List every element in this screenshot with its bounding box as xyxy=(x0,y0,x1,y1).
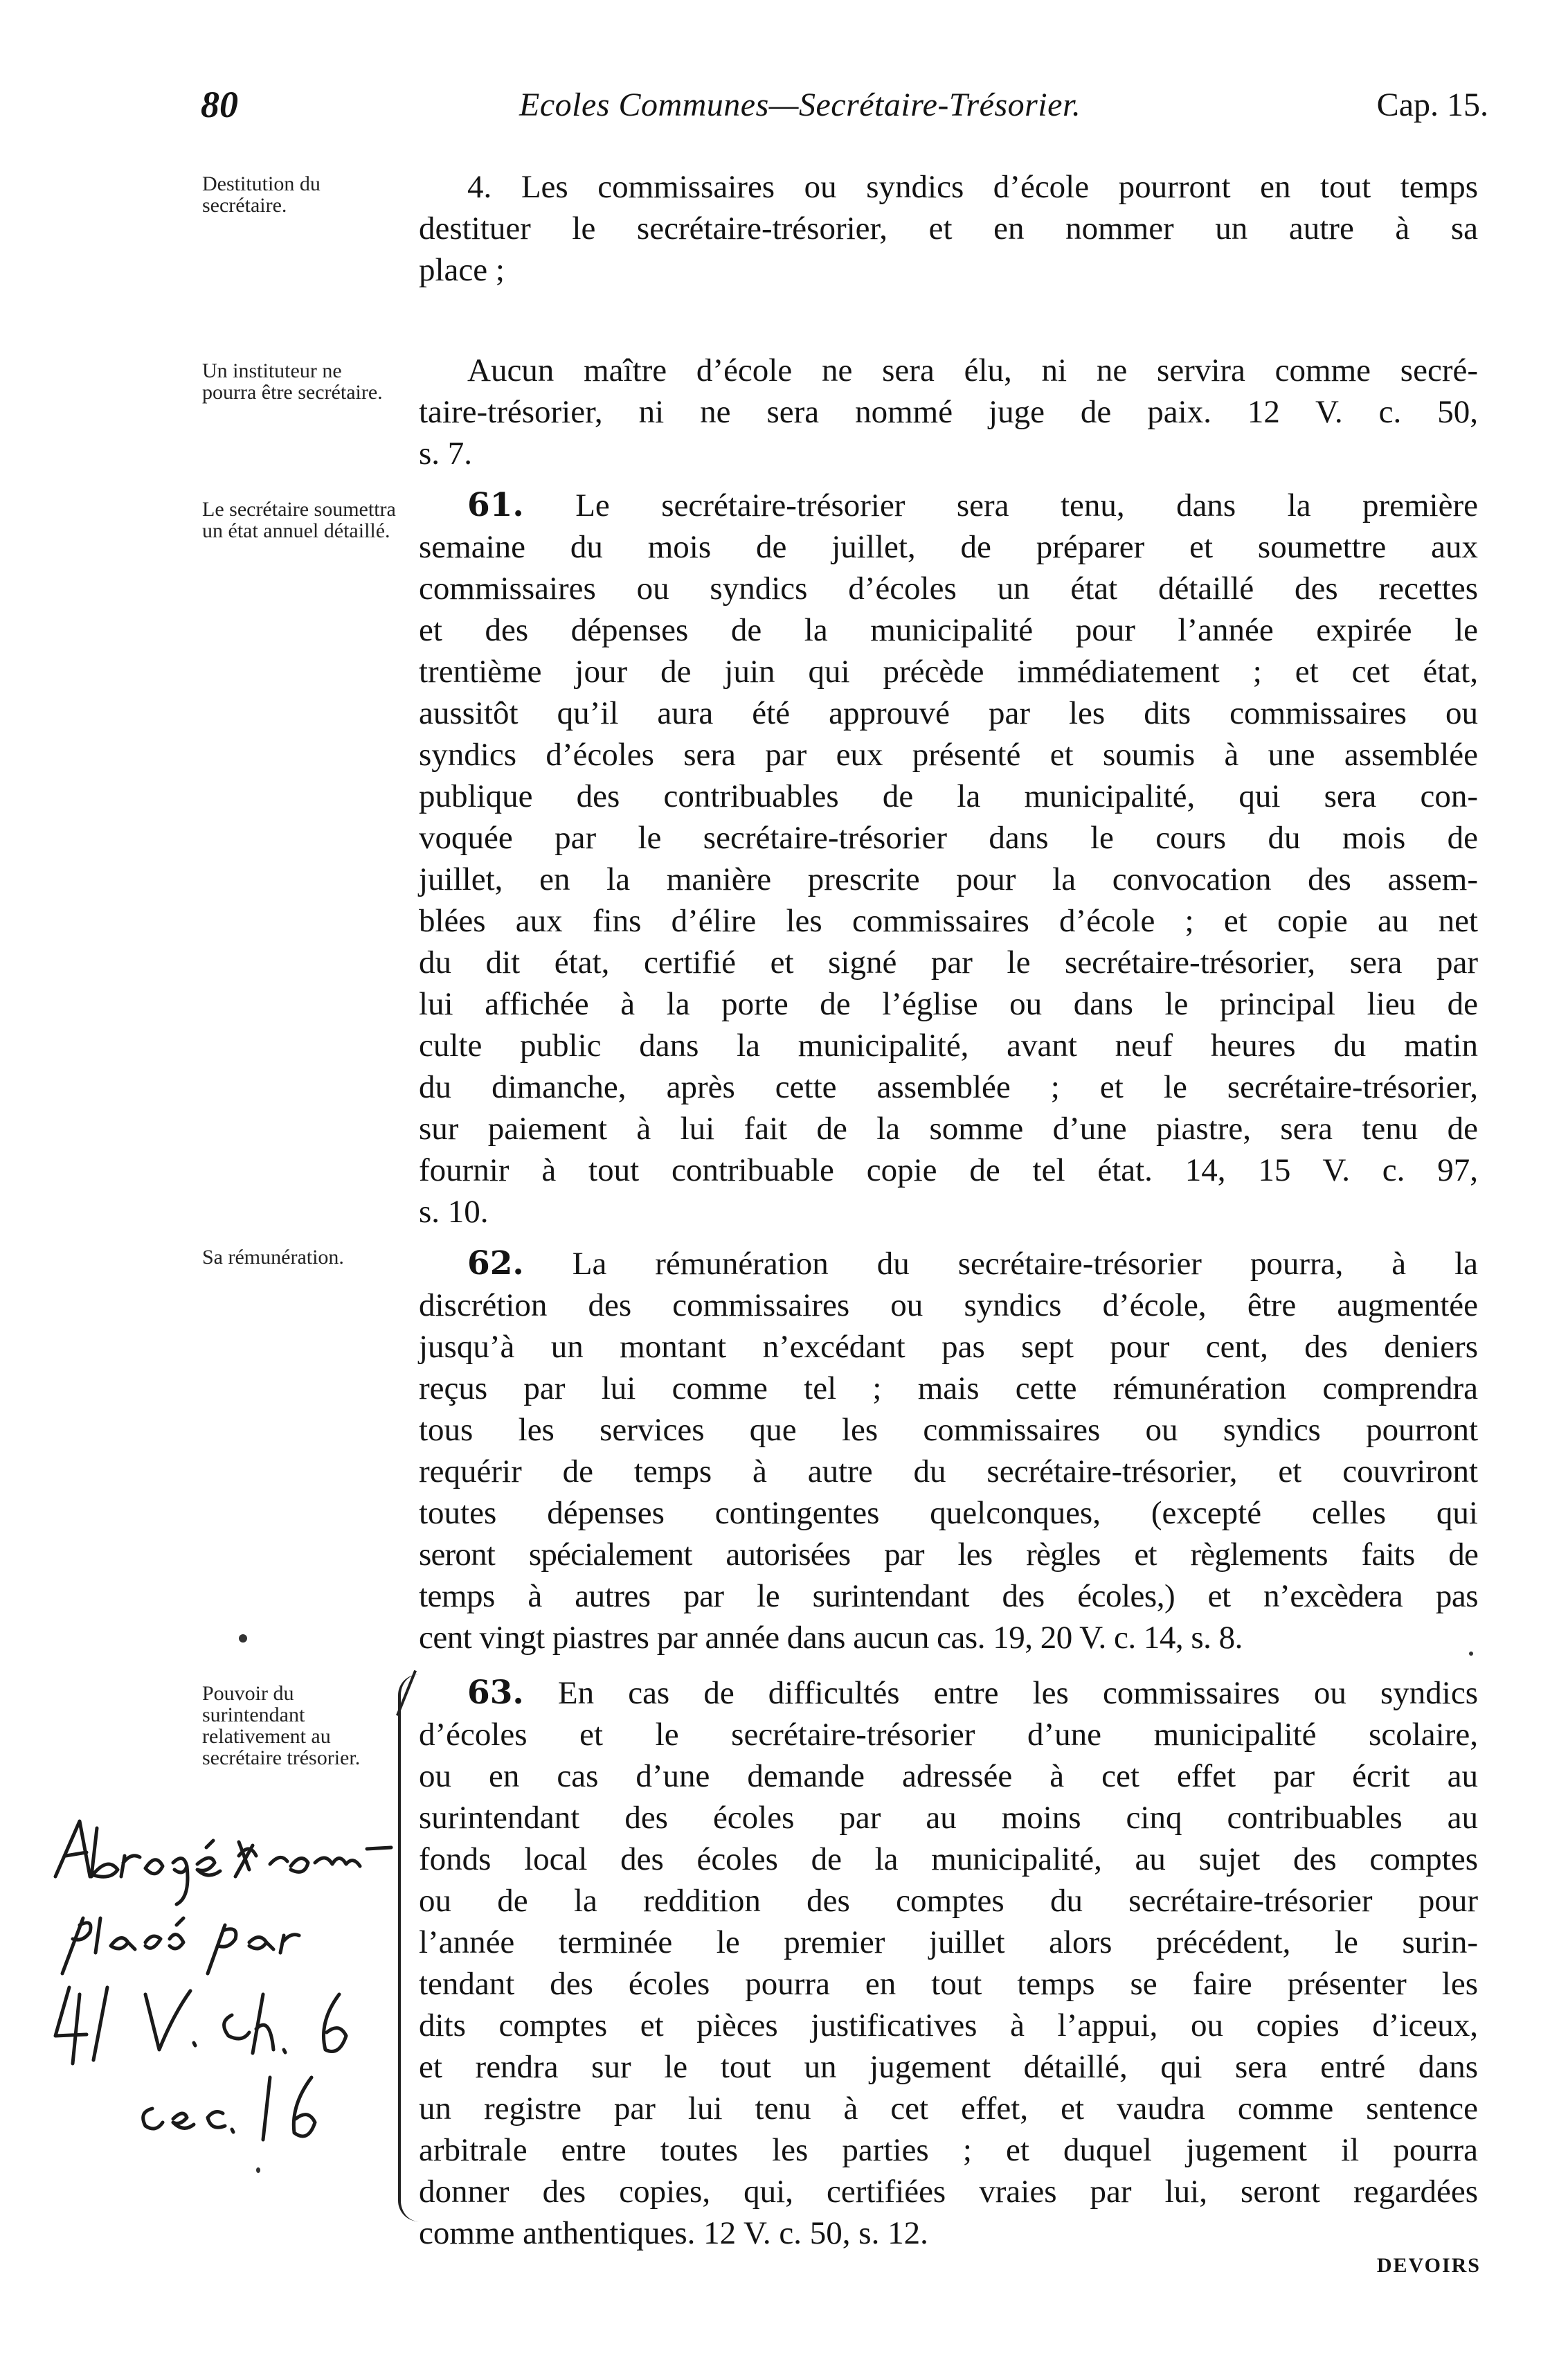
text-line: du dit état, certifié et signé par le secrétaire-trésorier, sera par xyxy=(419,945,1478,981)
print-speck xyxy=(256,2167,260,2173)
section-63 xyxy=(419,1672,1478,2254)
section-number: 63. xyxy=(467,1674,524,1712)
text-line: arbitrale entre toutes les parties ; et duquel jugement il pourra xyxy=(419,2132,1478,2168)
text-line: trentième jour de juin qui précède immédiatement ; et cet état, xyxy=(419,654,1478,690)
text-line: ou de la reddition des comptes du secrétaire-trésorier pour xyxy=(419,1883,1478,1919)
text-line: semaine du mois de juillet, de préparer et soumettre aux xyxy=(419,529,1478,565)
text-line: comme anthentiques. 12 V. c. 50, s. 12. xyxy=(419,2215,928,2251)
text-line: syndics d’écoles sera par eux présenté et soumis à une assemblée xyxy=(419,737,1478,773)
text-line: tous les services que les commissaires ou syndics pourront xyxy=(419,1412,1478,1448)
running-head xyxy=(201,83,1488,132)
text-line: jusqu’à un montant n’excédant pas sept pour cent, des deniers xyxy=(419,1329,1478,1365)
text-line xyxy=(419,485,1478,526)
text-line: toutes dépenses contingentes quelconques, (excepté celles qui xyxy=(419,1495,1478,1531)
handwritten-bracket xyxy=(398,1674,429,2221)
text-line: dits comptes et pièces justificatives à l’appui, ou copies d’iceux, xyxy=(419,2007,1478,2043)
text-line: temps à autres par le surintendant des écoles,) et n’excèdera pas xyxy=(419,1578,1478,1614)
text-line: seront spécialement autorisées par les règles et règlements faits de xyxy=(419,1537,1478,1573)
section-number: 62. xyxy=(467,1244,524,1282)
handwritten-annotation xyxy=(42,1814,402,2174)
section-4 xyxy=(419,166,1478,291)
paragraph-aucun-maitre xyxy=(419,350,1478,474)
text-line: taire-trésorier, ni ne sera nommé juge de paix. 12 V. c. 50, xyxy=(419,394,1478,430)
text-line xyxy=(419,1243,1478,1285)
text-line: requérir de temps à autre du secrétaire-trésorier, et couvriront xyxy=(419,1453,1478,1489)
text-line: publique des contribuables de la municipalité, qui sera con- xyxy=(419,778,1478,814)
text-line: et rendra sur le tout un jugement détaillé, qui sera entré dans xyxy=(419,2049,1478,2085)
text-line: aussitôt qu’il aura été approuvé par les dits commissaires ou xyxy=(419,695,1478,731)
running-title: Ecoles Communes—Secrétaire-Trésorier. xyxy=(519,87,1081,123)
text-line: discrétion des commissaires ou syndics d’école, être augmentée xyxy=(419,1287,1478,1323)
text-line: blées aux fins d’élire les commissaires d’école ; et copie au net xyxy=(419,903,1478,939)
text-line: cent vingt piastres par année dans aucun cas. 19, 20 V. c. 14, s. 8. xyxy=(419,1620,1243,1656)
text-line: surintendant des écoles par au moins cinq contribuables au xyxy=(419,1800,1478,1836)
text-fragment: Le secrétaire-trésorier sera tenu, dans la première xyxy=(523,487,1478,524)
catchword: DEVOIRS xyxy=(1376,2254,1481,2277)
print-speck xyxy=(1469,1652,1473,1656)
text-line: voquée par le secrétaire-trésorier dans le cours du mois de xyxy=(419,820,1478,856)
text-line: place ; xyxy=(419,252,505,288)
text-line: juillet, en la manière prescrite pour la convocation des assem- xyxy=(419,861,1478,897)
text-line: Aucun maître d’école ne sera élu, ni ne servira comme secré- xyxy=(467,352,1478,388)
text-line: et des dépenses de la municipalité pour l’année expirée le xyxy=(419,612,1478,648)
text-line: fournir à tout contribuable copie de tel état. 14, 15 V. c. 97, xyxy=(419,1152,1478,1188)
page-number: 80 xyxy=(201,84,238,125)
text-line: s. 7. xyxy=(419,436,473,472)
chapter-label: Cap. 15. xyxy=(1376,87,1488,123)
section-61 xyxy=(419,485,1478,1233)
print-speck xyxy=(239,1634,247,1643)
margin-note-pouvoir: Pouvoir du surintendant relativement au secrétaire trésorier. xyxy=(202,1682,361,1769)
text-line: commissaires ou syndics d’écoles un état détaillé des recettes xyxy=(419,571,1478,607)
text-line: 4. Les commissaires ou syndics d’école pourront en tout temps xyxy=(467,169,1478,205)
text-line: destituer le secrétaire-trésorier, et en nommer un autre à sa xyxy=(419,211,1478,247)
text-line xyxy=(419,1672,1478,1714)
text-line: du dimanche, après cette assemblée ; et le secrétaire-trésorier, xyxy=(419,1069,1478,1105)
text-line: sur paiement à lui fait de la somme d’une piastre, sera tenu de xyxy=(419,1111,1478,1147)
text-line: donner des copies, qui, certifiées vraies par lui, seront regardées xyxy=(419,2174,1478,2210)
text-line: lui affichée à la porte de l’église ou dans le principal lieu de xyxy=(419,986,1478,1022)
text-line: reçus par lui comme tel ; mais cette rémunération comprendra xyxy=(419,1370,1478,1406)
text-fragment: La rémunération du secrétaire-trésorier pourra, à la xyxy=(523,1246,1478,1282)
text-fragment: En cas de difficultés entre les commissaires ou syndics xyxy=(523,1675,1478,1711)
text-line: d’écoles et le secrétaire-trésorier d’une municipalité scolaire, xyxy=(419,1717,1478,1753)
margin-note-remuneration: Sa rémunération. xyxy=(202,1246,344,1269)
margin-note-etat-annuel: Le secrétaire soumettra un état annuel détaillé. xyxy=(202,498,396,542)
section-number: 61. xyxy=(467,486,524,524)
text-line: un registre par lui tenu à cet effet, et vaudra comme sentence xyxy=(419,2091,1478,2127)
margin-note-destitution: Destitution du secrétaire. xyxy=(202,172,321,217)
text-line: fonds local des écoles de la municipalité, au sujet des comptes xyxy=(419,1841,1478,1877)
text-line: culte public dans la municipalité, avant neuf heures du matin xyxy=(419,1028,1478,1064)
text-line: s. 10. xyxy=(419,1194,489,1230)
margin-note-instituteur: Un instituteur ne pourra être secrétaire. xyxy=(202,359,383,404)
text-line: l’année terminée le premier juillet alors précédent, le surin- xyxy=(419,1924,1478,1960)
text-line: tendant des écoles pourra en tout temps se faire présenter les xyxy=(419,1966,1478,2002)
section-62 xyxy=(419,1243,1478,1658)
text-line: ou en cas d’une demande adressée à cet effet par écrit au xyxy=(419,1758,1478,1794)
